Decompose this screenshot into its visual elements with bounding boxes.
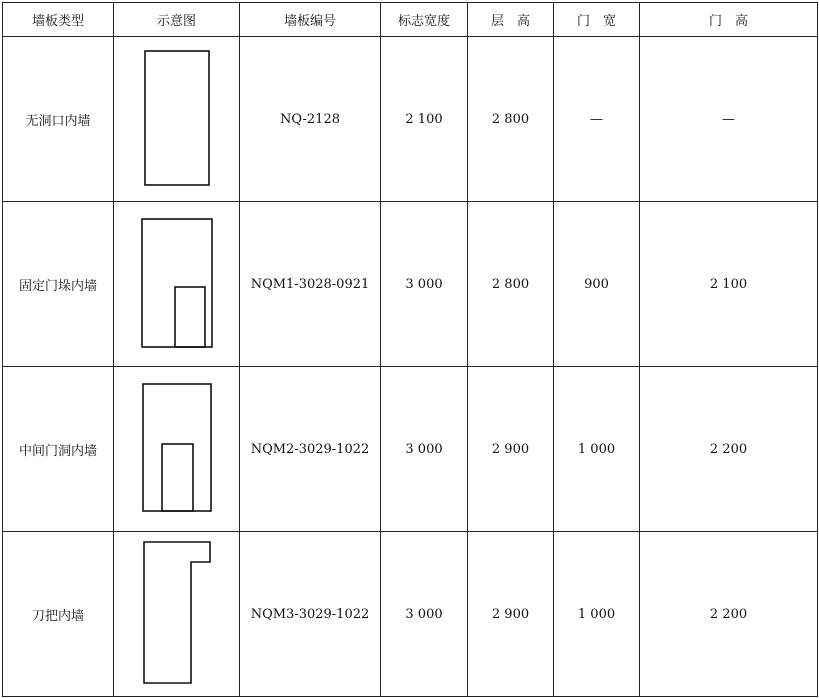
- door-height-cell: 2 200: [640, 367, 818, 532]
- door-width-cell: 900: [554, 202, 640, 367]
- door-height-cell: —: [640, 37, 818, 202]
- table-row: [3, 202, 818, 367]
- wall-type-cell: 无洞口内墙: [3, 37, 114, 202]
- header-wall-code: 墙板编号: [240, 3, 381, 37]
- diagram-cell: [114, 367, 240, 532]
- header-door-height: 门 高: [640, 3, 818, 37]
- diagram-cell: [114, 37, 240, 202]
- door-width-cell: 1 000: [554, 367, 640, 532]
- header-wall-type: 墙板类型: [3, 3, 114, 37]
- wall-type-cell: 刀把内墙: [3, 532, 114, 697]
- wall-panel-table: [2, 2, 818, 697]
- diagram-cell: [114, 532, 240, 697]
- door-height-cell: 2 100: [640, 202, 818, 367]
- wall-code-cell: NQM2-3029-1022: [240, 367, 381, 532]
- floor-height-cell: 2 800: [468, 37, 554, 202]
- wall-type-cell: 固定门垛内墙: [3, 202, 114, 367]
- floor-height-cell: 2 800: [468, 202, 554, 367]
- table-row: [3, 367, 818, 532]
- floor-height-cell: 2 900: [468, 532, 554, 697]
- wall-code-cell: NQ-2128: [240, 37, 381, 202]
- fixed-door-pier-wall-icon: [114, 202, 239, 366]
- header-nominal-width: 标志宽度: [381, 3, 468, 37]
- wall-type-cell: 中间门洞内墙: [3, 367, 114, 532]
- table-row: [3, 37, 818, 202]
- diagram-cell: [114, 202, 240, 367]
- nominal-width-cell: 2 100: [381, 37, 468, 202]
- nominal-width-cell: 3 000: [381, 202, 468, 367]
- solid-wall-icon: [114, 37, 239, 201]
- nominal-width-cell: 3 000: [381, 367, 468, 532]
- nominal-width-cell: 3 000: [381, 532, 468, 697]
- header-diagram: 示意图: [114, 3, 240, 37]
- floor-height-cell: 2 900: [468, 367, 554, 532]
- door-height-cell: 2 200: [640, 532, 818, 697]
- wall-code-cell: NQM1-3028-0921: [240, 202, 381, 367]
- middle-door-wall-icon: [114, 367, 239, 531]
- wall-code-cell: NQM3-3029-1022: [240, 532, 381, 697]
- header-row: [3, 3, 818, 37]
- door-width-cell: 1 000: [554, 532, 640, 697]
- header-floor-height: 层 高: [468, 3, 554, 37]
- knife-handle-wall-icon: [114, 532, 239, 696]
- door-width-cell: —: [554, 37, 640, 202]
- header-door-width: 门 宽: [554, 3, 640, 37]
- table-row: [3, 532, 818, 697]
